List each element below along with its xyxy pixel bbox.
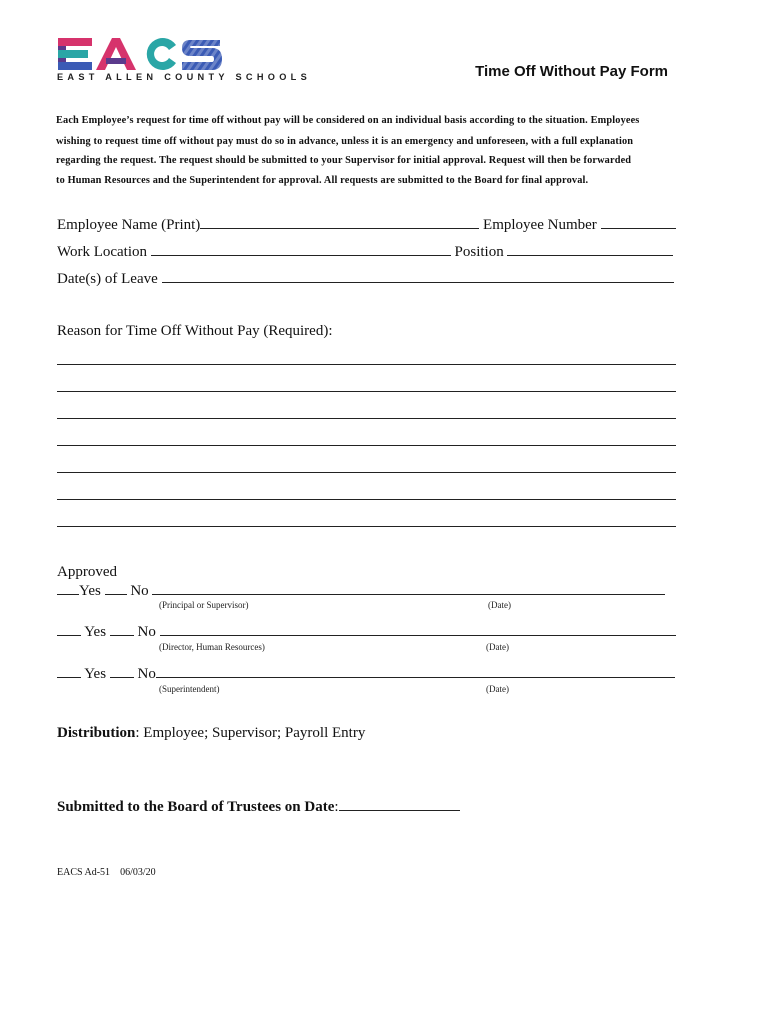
reason-line-5[interactable]	[57, 472, 676, 473]
eacs-logo	[56, 36, 226, 72]
logo-subtitle: EAST ALLEN COUNTY SCHOOLS	[57, 72, 311, 82]
logo-letter-s	[182, 38, 222, 70]
superintendent-yes-label: Yes	[84, 666, 107, 682]
board-date-input[interactable]	[339, 797, 460, 811]
superintendent-caption: (Superintendent)	[159, 684, 220, 694]
intro-line-3: regarding the request. The request should be submitted to your Supervisor for initial approval. Request will then be forwarded	[56, 155, 632, 166]
superintendent-date-caption: (Date)	[486, 684, 509, 694]
work-location-label: Work Location	[57, 244, 148, 260]
position-label: Position	[454, 244, 504, 260]
employee-name-input[interactable]	[200, 215, 479, 229]
distribution-text: : Employee; Supervisor; Payroll Entry	[135, 725, 366, 741]
distribution-row	[57, 725, 365, 742]
form-footer	[57, 867, 156, 878]
dates-of-leave-label: Date(s) of Leave	[57, 271, 158, 287]
dates-of-leave-row	[57, 269, 674, 288]
hr-no-label: No	[137, 624, 156, 640]
board-submission-row	[57, 797, 460, 816]
approval-row-hr	[57, 622, 676, 641]
principal-signature-line[interactable]	[152, 581, 665, 595]
hr-yes-label: Yes	[84, 624, 107, 640]
reason-line-6[interactable]	[57, 499, 676, 500]
hr-date-caption: (Date)	[486, 642, 509, 652]
logo-letter-c	[147, 38, 176, 70]
reason-line-2[interactable]	[57, 391, 676, 392]
employee-name-label: Employee Name (Print)	[57, 217, 201, 233]
form-title: Time Off Without Pay Form	[475, 63, 668, 80]
logo-letter-a	[96, 38, 136, 70]
intro-line-2: wishing to request time off without pay must do so in advance, unless it is an emergency and unforeseen, with a full explanation	[56, 136, 634, 147]
employee-number-input[interactable]	[601, 215, 676, 229]
superintendent-no-label: No	[137, 666, 156, 682]
principal-caption: (Principal or Supervisor)	[159, 600, 249, 610]
work-location-row	[57, 242, 673, 261]
board-submission-label: Submitted to the Board of Trustees on Date	[57, 799, 335, 815]
principal-yes-blank[interactable]	[57, 581, 79, 595]
approval-row-superintendent	[57, 664, 675, 683]
approval-row-principal	[57, 581, 665, 600]
intro-line-1: Each Employee’s request for time off without pay will be considered on an individual basis according to the situation. Employees	[56, 115, 640, 126]
reason-line-1[interactable]	[57, 364, 676, 365]
dates-of-leave-input[interactable]	[162, 269, 674, 283]
superintendent-signature-line[interactable]	[156, 664, 675, 678]
superintendent-yes-blank[interactable]	[57, 664, 81, 678]
form-date: 06/03/20	[120, 867, 156, 878]
approved-heading: Approved	[57, 564, 117, 580]
hr-no-blank[interactable]	[110, 622, 134, 636]
principal-no-blank[interactable]	[105, 581, 127, 595]
work-location-input[interactable]	[151, 242, 451, 256]
employee-number-label: Employee Number	[483, 217, 597, 233]
principal-yes-label: Yes	[79, 583, 101, 599]
superintendent-no-blank[interactable]	[110, 664, 134, 678]
hr-yes-blank[interactable]	[57, 622, 81, 636]
logo-letter-e	[58, 38, 92, 70]
position-input[interactable]	[507, 242, 673, 256]
reason-line-3[interactable]	[57, 418, 676, 419]
employee-name-row	[57, 215, 676, 234]
board-submission-colon: :	[334, 799, 339, 815]
intro-line-4: to Human Resources and the Superintendent for approval. All requests are submitted to the Board for final approval.	[56, 175, 589, 186]
reason-line-4[interactable]	[57, 445, 676, 446]
principal-date-caption: (Date)	[488, 600, 511, 610]
hr-signature-line[interactable]	[160, 622, 676, 636]
form-code: EACS Ad-51	[57, 867, 111, 878]
reason-label: Reason for Time Off Without Pay (Required):	[57, 323, 333, 339]
distribution-label: Distribution	[57, 725, 136, 741]
reason-line-7[interactable]	[57, 526, 676, 527]
hr-caption: (Director, Human Resources)	[159, 642, 265, 652]
principal-no-label: No	[130, 583, 149, 599]
